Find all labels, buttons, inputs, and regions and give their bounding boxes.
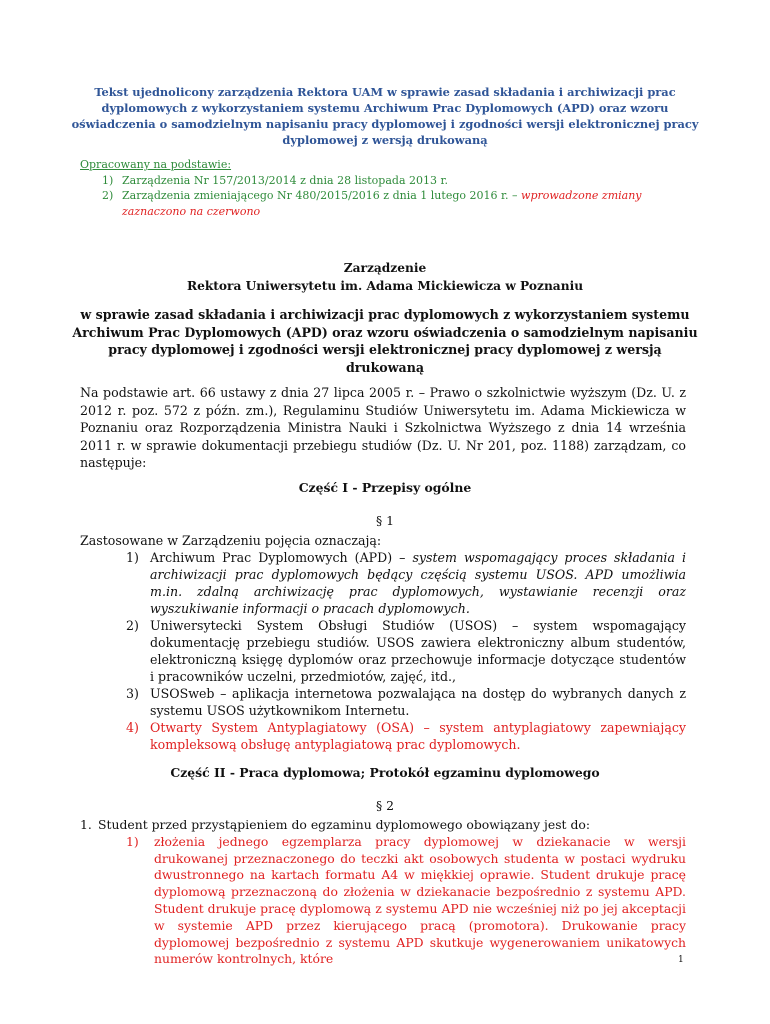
ordinance-line2: Rektora Uniwersytetu im. Adama Mickiewicza w Poznaniu bbox=[186, 278, 584, 293]
part2-paragraph-sign: § 2 bbox=[375, 798, 395, 813]
definition-text: – system wspomagający proces składania i archiwizacji prac dyplomowych będący częścią systemu USOS. APD umożliwia m.in. zdalną archiwizację prac dyplomowych, wystawianie recenzji oraz wyszukiwanie informacji o pracach dyplomowych. bbox=[150, 550, 686, 616]
definition-text: – system antyplagiatowy zapewniający kompleksową obsługę antyplagiatową prac dyplomowych. bbox=[150, 720, 686, 752]
subpoint-number: 1) bbox=[126, 833, 139, 849]
definition-number: 4) bbox=[126, 720, 139, 735]
ordinance-heading bbox=[70, 260, 700, 295]
part2-content bbox=[80, 817, 686, 968]
definition-term: USOSweb bbox=[150, 686, 215, 701]
source-item bbox=[80, 173, 690, 189]
source-item-text: Zarządzenia Nr 157/2013/2014 z dnia 28 listopada 2013 r. bbox=[122, 173, 449, 187]
preamble: Na podstawie art. 66 ustawy z dnia 27 lipca 2005 r. – Prawo o szkolnictwie wyższym (Dz. U. z 2012 r. poz. 572 z późn. zm.), Regulaminu Studiów Uniwersytetu im. Adama Mickiewicza w Poznaniu oraz Rozporządzenia Ministra Nauki i Szkolnictwa Wyższego z dnia 14 września 2011 r. w sprawie dokumentacji przebiegu studiów (Dz. U. Nr 201, poz. 1188) zarządzam, co następuje: bbox=[80, 385, 686, 471]
ordinance-subject: w sprawie zasad składania i archiwizacji prac dyplomowych z wykorzystaniem systemu Archiwum Prac Dyplomowych (APD) oraz wzoru oświadczenia o samodzielnym napisaniu pracy dyplomowej i zgodności wersji elektronicznej pracy dyplomowej z wersją drukowaną bbox=[72, 307, 698, 376]
definition-number: 3) bbox=[126, 686, 139, 701]
source-list bbox=[80, 173, 690, 220]
definition-text: – system wspomagający dokumentację przebiegu studiów. USOS zawiera elektroniczny album studentów, elektroniczną księgę dyplomów oraz przechowuje informacje dotyczące studentów i pracowników uczelni, przedmiotów, zajęć, itd., bbox=[150, 618, 687, 684]
source-item-note: wprowadzone zmiany zaznaczono na czerwono bbox=[122, 189, 642, 218]
subpoint-text: złożenia jednego egzemplarza pracy dyplomowej w dziekanacie w wersji drukowanej przeznaczonego do teczki akt osobowych studenta w postaci wydruku dwustronnego na kartach formatu A4 w miękkiej oprawie. Student drukuje pracę dyplomową przeznaczoną do złożenia w dziekanacie bezpośrednio z systemu APD. Student drukuje pracę dyplomową z systemu APD nie wcześniej niż po jej akceptacji w systemie APD przez kierującego pracą (promotora). Drukowanie pracy dyplomowej bezpośrednio z systemu APD skutkuje wygenerowaniem unikatowych numerów kontrolnych, które bbox=[154, 833, 686, 967]
definition-item bbox=[80, 685, 686, 719]
point-number: 1. bbox=[80, 817, 92, 832]
ordinance-line1: Zarządzenie bbox=[343, 261, 427, 275]
point bbox=[80, 817, 686, 834]
definition-number: 2) bbox=[126, 618, 139, 633]
part1-definitions bbox=[80, 532, 686, 753]
definition-item bbox=[80, 549, 686, 617]
part2-title: Część II - Praca dyplomowa; Protokół egzaminu dyplomowego bbox=[170, 765, 600, 780]
source-item bbox=[80, 188, 690, 219]
part1-paragraph-sign: § 1 bbox=[375, 513, 395, 528]
page-number: 1 bbox=[678, 955, 684, 965]
definition-item-added bbox=[80, 719, 686, 753]
definition-text: – aplikacja internetowa pozwalająca na dostęp do wybranych danych z systemu USOS użytkownikom Internetu. bbox=[150, 686, 686, 718]
source-item-text: Zarządzenia zmieniającego Nr 480/2015/2016 z dnia 1 lutego 2016 r. – bbox=[122, 189, 518, 202]
part1-title: Część I - Przepisy ogólne bbox=[298, 480, 472, 495]
document-title: Tekst ujednolicony zarządzenia Rektora UAM w sprawie zasad składania i archiwizacji prac dyplomowych z wykorzystaniem systemu Archiwum Prac Dyplomowych (APD) oraz wzoru oświadczenia o samodzielnym napisaniu pracy dyplomowej i zgodności wersji elektronicznej pracy dyplomowej z wersją drukowaną bbox=[71, 85, 699, 147]
definitions-intro: Zastosowane w Zarządzeniu pojęcia oznaczają: bbox=[80, 533, 382, 548]
source-item-number: 2) bbox=[102, 189, 114, 202]
source-item-number: 1) bbox=[102, 173, 114, 187]
definition-term: Uniwersytecki System Obsługi Studiów (USOS) bbox=[150, 618, 498, 633]
subpoint bbox=[80, 834, 686, 968]
definition-item bbox=[80, 617, 686, 685]
definition-term: Otwarty System Antyplagiatowy (OSA) bbox=[150, 720, 415, 735]
definition-number: 1) bbox=[126, 550, 139, 565]
definition-term: Archiwum Prac Dyplomowych (APD) bbox=[150, 550, 393, 565]
source-block bbox=[80, 157, 690, 219]
point-text: Student przed przystąpieniem do egzaminu dyplomowego obowiązany jest do: bbox=[98, 817, 591, 832]
source-heading: Opracowany na podstawie: bbox=[80, 158, 232, 171]
